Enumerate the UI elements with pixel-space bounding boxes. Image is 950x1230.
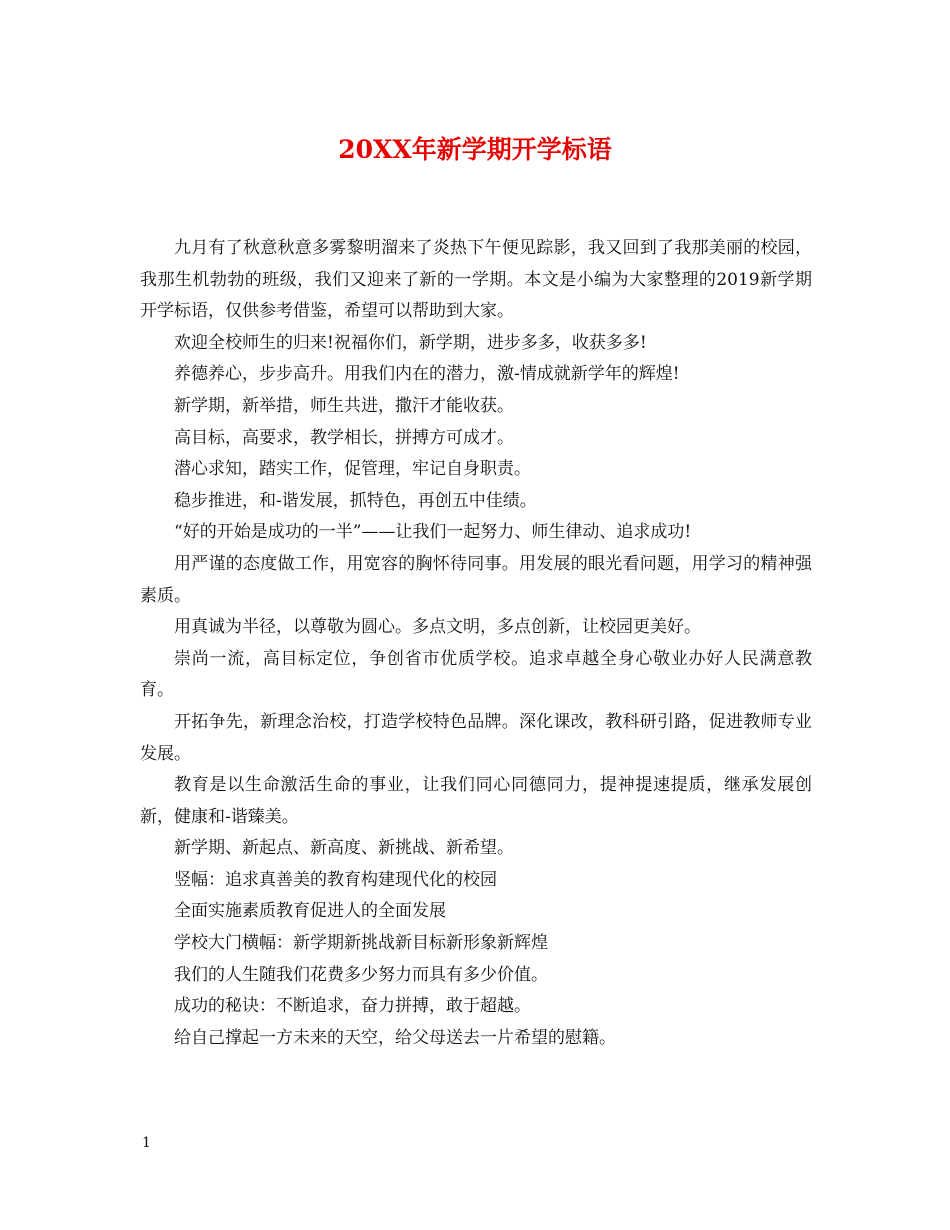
body-paragraph: 高目标，高要求，教学相长，拼搏方可成才。	[174, 427, 514, 448]
body-paragraph: 稳步推进，和-谐发展，抓特色，再创五中佳绩。	[174, 490, 537, 511]
body-paragraph: 学校大门横幅：新学期新挑战新目标新形象新辉煌	[174, 933, 548, 954]
body-paragraph: 用严谨的态度做工作，用宽容的胸怀待同事。用发展的眼光看问题，用学习的精神强素质。	[140, 553, 812, 606]
body-paragraph: 竖幅：追求真善美的教育构建现代化的校园	[174, 869, 497, 890]
body-paragraph: 教育是以生命激活生命的事业，让我们同心同德同力，提神提速提质，继承发展创新，健康和-谐臻美。	[140, 775, 812, 827]
document-title: 20XX年新学期开学标语	[338, 135, 612, 164]
body-paragraph: 给自己撑起一方未来的天空，给父母送去一片希望的慰籍。	[174, 1027, 616, 1048]
body-paragraph: 新学期，新举措，师生共进，撒汗才能收获。	[174, 395, 514, 416]
body-paragraph: 崇尚一流，高目标定位，争创省市优质学校。追求卓越全身心敬业办好人民满意教育。	[140, 648, 812, 701]
body-paragraph: 开拓争先，新理念治校，打造学校特色品牌。深化课改，教科研引路，促进教师专业发展。	[140, 711, 812, 764]
body-paragraph: 潜心求知，踏实工作，促管理，牢记自身职责。	[174, 459, 531, 480]
body-paragraph: 养德养心，步步高升。用我们内在的潜力，激-情成就新学年的辉煌!	[174, 364, 680, 385]
body-paragraph: 新学期、新起点、新高度、新挑战、新希望。	[174, 838, 514, 859]
body-paragraph: “好的开始是成功的一半”——让我们一起努力、师生律动、追求成功!	[174, 522, 692, 543]
body-paragraph: 成功的秘诀：不断追求，奋力拼搏，敢于超越。	[174, 996, 531, 1017]
document-body	[140, 233, 812, 1054]
body-paragraph: 九月有了秋意秋意多雾黎明溜来了炎热下午便见踪影，我又回到了我那美丽的校园，我那生机勃勃的班级，我们又迎来了新的一学期。本文是小编为大家整理的2019新学期开学标语，仅供参考借鉴，希望可以帮助到大家。	[140, 238, 812, 322]
body-paragraph: 全面实施素质教育促进人的全面发展	[174, 901, 446, 922]
body-paragraph: 欢迎全校师生的归来!祝福你们，新学期，进步多多，收获多多!	[174, 332, 647, 353]
page-number: 1	[142, 1135, 151, 1151]
body-paragraph: 用真诚为半径，以尊敬为圆心。多点文明，多点创新，让校园更美好。	[174, 617, 701, 638]
body-paragraph: 我们的人生随我们花费多少努力而具有多少价值。	[174, 964, 548, 985]
